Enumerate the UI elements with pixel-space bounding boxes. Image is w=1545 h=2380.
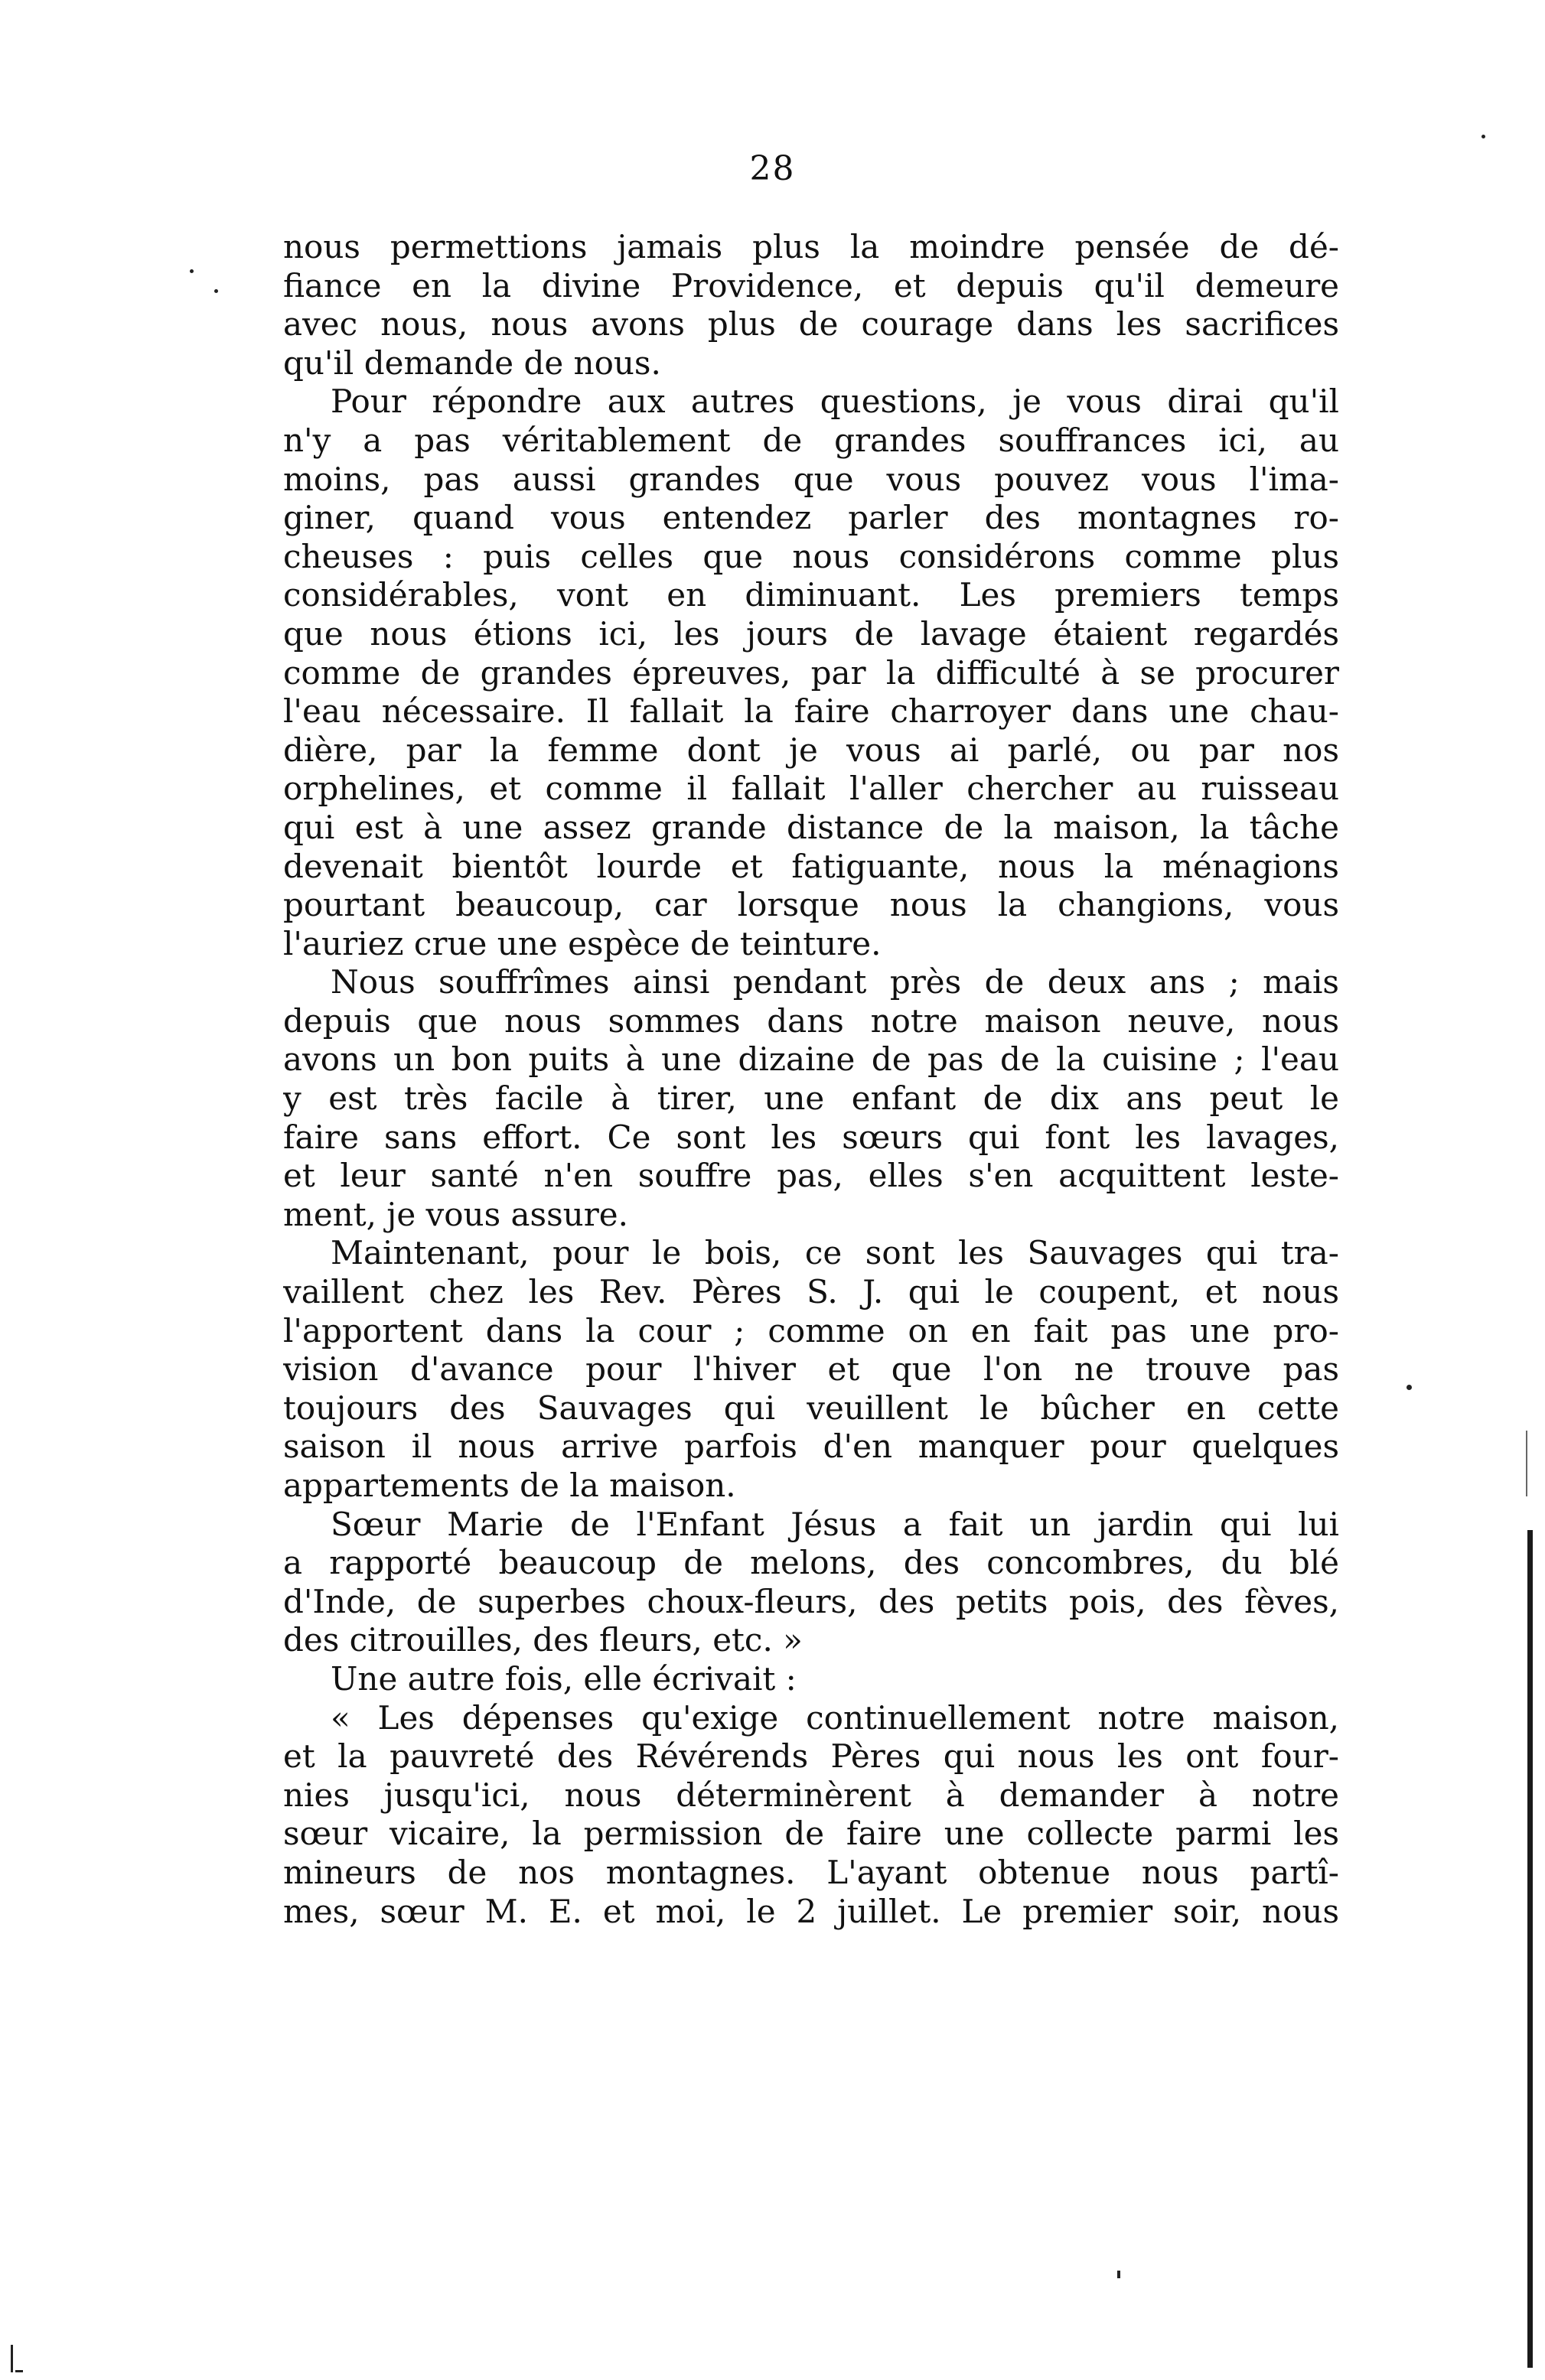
- text-line: des citrouilles, des fleurs, etc. »: [283, 1621, 803, 1659]
- text-line: y est très facile à tirer, une enfant de dix ans peut le: [283, 1079, 1339, 1118]
- scan-speck: [1406, 1385, 1412, 1390]
- text-line: d'Inde, de superbes choux-fleurs, des petits pois, des fèves,: [283, 1582, 1339, 1620]
- text-line: considérables, vont en diminuant. Les premiers temps: [283, 576, 1339, 614]
- text-line: l'auriez crue une espèce de teinture.: [283, 924, 882, 962]
- scan-speck: [1481, 135, 1485, 138]
- text-line: mineurs de nos montagnes. L'ayant obtenue nous partî-: [283, 1853, 1339, 1891]
- text-line: nous permettions jamais plus la moindre pensée de dé-: [283, 228, 1339, 265]
- scan-edge-mark: [15, 2370, 23, 2372]
- page-number: 28: [749, 149, 796, 188]
- text-line: vaillent chez les Rev. Pères S. J. qui le coupent, et nous: [283, 1273, 1339, 1311]
- text-line: dière, par la femme dont je vous ai parlé, ou par nos: [283, 731, 1339, 769]
- text-line: et leur santé n'en souffre pas, elles s'en acquittent leste-: [283, 1157, 1339, 1195]
- text-line: que nous étions ici, les jours de lavage étaient regardés: [283, 614, 1339, 653]
- text-line: toujours des Sauvages qui veuillent le bûcher en cette: [283, 1389, 1339, 1427]
- scan-edge-line: [1526, 1431, 1527, 1496]
- text-line: fiance en la divine Providence, et depuis qu'il demeure: [283, 266, 1339, 304]
- scan-edge-bar: [1527, 1530, 1533, 2368]
- text-line: giner, quand vous entendez parler des montagnes ro-: [283, 499, 1339, 537]
- text-line: nies jusqu'ici, nous déterminèrent à demander à notre: [283, 1776, 1339, 1814]
- scan-speck: [190, 269, 194, 273]
- text-line: qu'il demande de nous.: [283, 343, 661, 382]
- paragraph-start-line: Nous souffrîmes ainsi pendant près de deux ans ; mais: [331, 963, 1339, 1001]
- body-text: [283, 228, 1339, 1931]
- text-line: mes, sœur M. E. et moi, le 2 juillet. Le premier soir, nous: [283, 1892, 1339, 1930]
- text-line: orphelines, et comme il fallait l'aller chercher au ruisseau: [283, 770, 1339, 808]
- text-line: devenait bientôt lourde et fatiguante, nous la ménagions: [283, 847, 1339, 885]
- text-line: faire sans effort. Ce sont les sœurs qui font les lavages,: [283, 1118, 1339, 1156]
- text-line: ment, je vous assure.: [283, 1195, 628, 1233]
- text-line: saison il nous arrive parfois d'en manquer pour quelques: [283, 1428, 1339, 1466]
- text-line: l'apportent dans la cour ; comme on en fait pas une pro-: [283, 1311, 1339, 1350]
- paragraph-start-line: « Les dépenses qu'exige continuellement notre maison,: [331, 1698, 1339, 1737]
- scan-edge-mark: [11, 2345, 13, 2372]
- paragraph-start-line: Sœur Marie de l'Enfant Jésus a fait un jardin qui lui: [331, 1505, 1339, 1543]
- text-line: a rapporté beaucoup de melons, des concombres, du blé: [283, 1544, 1339, 1582]
- text-line: l'eau nécessaire. Il fallait la faire charroyer dans une chau-: [283, 692, 1339, 731]
- text-line: depuis que nous sommes dans notre maison neuve, nous: [283, 1001, 1339, 1040]
- paragraph-start-line: Pour répondre aux autres questions, je vous dirai qu'il: [331, 383, 1339, 421]
- text-line: n'y a pas véritablement de grandes souffrances ici, au: [283, 421, 1339, 459]
- text-line: appartements de la maison.: [283, 1467, 736, 1504]
- scan-speck: [1117, 2271, 1120, 2278]
- text-line: pourtant beaucoup, car lorsque nous la changions, vous: [283, 886, 1339, 924]
- paragraph-start-line: Une autre fois, elle écrivait :: [331, 1659, 797, 1698]
- text-line: et la pauvreté des Révérends Pères qui nous les ont four-: [283, 1737, 1339, 1776]
- text-line: sœur vicaire, la permission de faire une collecte parmi les: [283, 1815, 1339, 1853]
- text-line: comme de grandes épreuves, par la difficulté à se procurer: [283, 653, 1339, 692]
- text-line: moins, pas aussi grandes que vous pouvez vous l'ima-: [283, 460, 1339, 498]
- text-line: avons un bon puits à une dizaine de pas de la cuisine ; l'eau: [283, 1040, 1339, 1079]
- text-line: vision d'avance pour l'hiver et que l'on ne trouve pas: [283, 1350, 1339, 1389]
- text-line: qui est à une assez grande distance de la maison, la tâche: [283, 808, 1339, 846]
- paragraph-start-line: Maintenant, pour le bois, ce sont les Sauvages qui tra-: [331, 1234, 1339, 1272]
- text-line: cheuses : puis celles que nous considérons comme plus: [283, 537, 1339, 575]
- text-line: avec nous, nous avons plus de courage dans les sacrifices: [283, 305, 1339, 343]
- scan-speck: [214, 289, 218, 293]
